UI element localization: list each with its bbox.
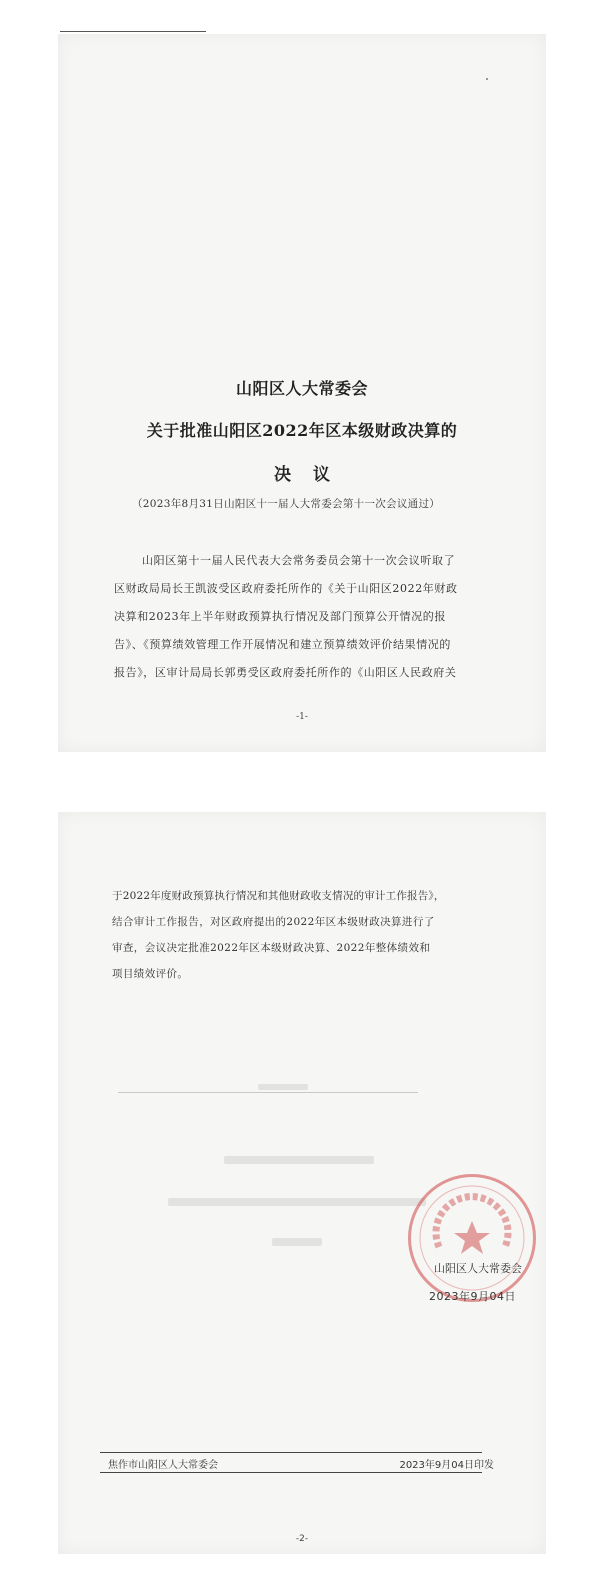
body-line: 决算和2023年上半年财政预算执行情况及部门预算公开情况的报 (114, 610, 446, 623)
footer-rule-bottom (100, 1472, 482, 1473)
body-line: 结合审计工作报告，对区政府提出的2022年区本级财政决算进行了 (112, 916, 435, 928)
body-line: 区财政局局长王凯波受区政府委托所作的《关于山阳区2022年财政 (114, 582, 458, 595)
seal-graphic (411, 1177, 533, 1299)
official-seal (408, 1174, 536, 1302)
document-title-line-3: 决议 (274, 465, 352, 485)
document-subtitle: （2023年8月31日山阳区十一届人大常委会第十一次会议通过） (132, 498, 441, 510)
footer-print-date: 2023年9月04日印发 (399, 1460, 494, 1471)
signature-date: 2023年9月04日 (429, 1290, 516, 1303)
footer-rule-top (100, 1452, 482, 1453)
show-through-mark (118, 1092, 418, 1093)
document-page-2 (58, 812, 546, 1554)
show-through-mark (258, 1084, 308, 1090)
page-number: -2- (295, 1534, 309, 1544)
body-line: 于2022年度财政预算执行情况和其他财政收支情况的审计工作报告》， (112, 890, 445, 902)
page-number: -1- (296, 712, 308, 722)
scan-speck (486, 78, 488, 80)
document-title-line-2: 关于批准山阳区2022年区本级财政决算的 (146, 421, 458, 440)
show-through-mark (168, 1198, 426, 1206)
signature-organization: 山阳区人大常委会 (434, 1262, 522, 1275)
scan-top-line (60, 31, 206, 32)
show-through-mark (272, 1238, 322, 1246)
document-title-line-1: 山阳区人大常委会 (235, 379, 368, 398)
footer-issuer: 焦作市山阳区人大常委会 (108, 1460, 218, 1471)
body-line: 告》、《预算绩效管理工作开展情况和建立预算绩效评价结果情况的 (114, 638, 451, 651)
body-line: 项目绩效评价。 (112, 968, 189, 980)
show-through-mark (224, 1156, 374, 1164)
body-line: 审查，会议决定批准2022年区本级财政决算、2022年整体绩效和 (112, 942, 431, 954)
body-line: 报告》，区审计局局长郭勇受区政府委托所作的《山阳区人民政府关 (114, 666, 457, 679)
document-page-1 (58, 34, 546, 752)
body-line: 山阳区第十一届人民代表大会常务委员会第十一次会议听取了 (142, 554, 456, 567)
